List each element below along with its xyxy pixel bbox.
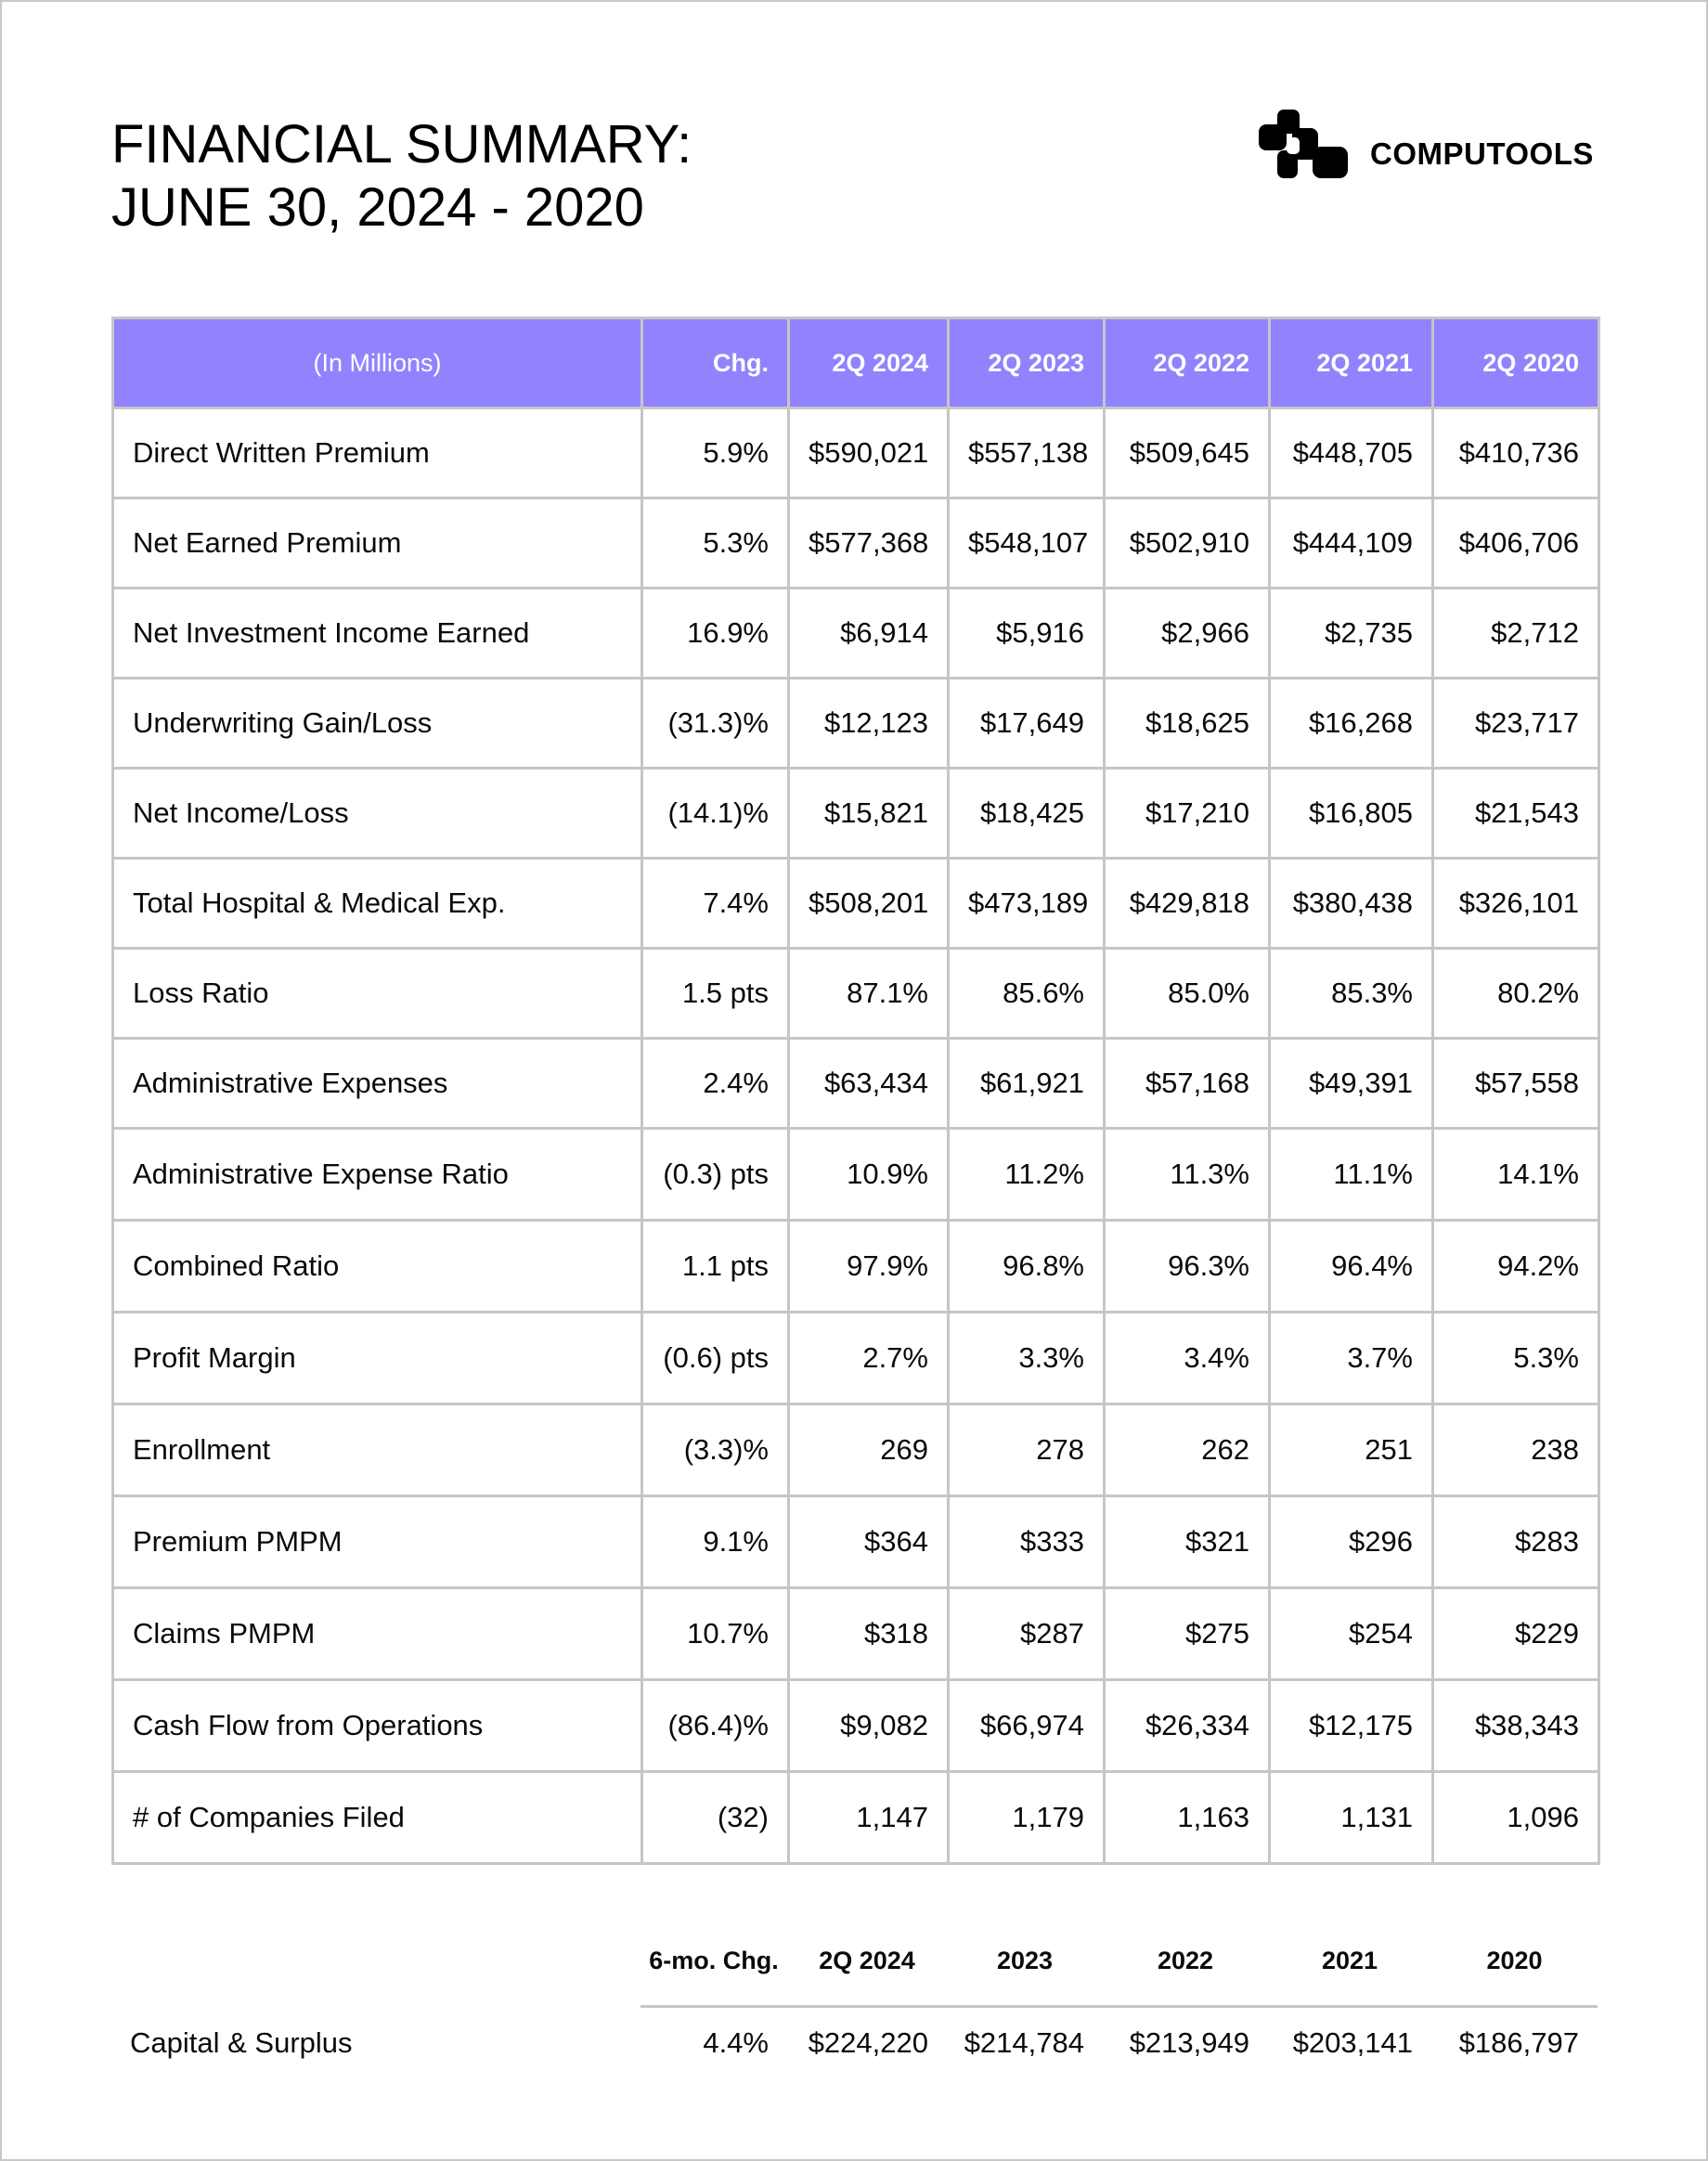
- capital-change: 4.4%: [703, 2026, 769, 2059]
- metric-label: Net Earned Premium: [113, 498, 642, 589]
- change-cell: 1.5 pts: [642, 949, 789, 1039]
- value-cell-2q2021: 96.4%: [1270, 1221, 1433, 1313]
- change-cell: (31.3)%: [642, 679, 789, 769]
- change-cell: (0.3) pts: [642, 1129, 789, 1221]
- table-row: [113, 1313, 1599, 1404]
- value-cell-2q2020: $406,706: [1433, 498, 1599, 589]
- value-cell-2q2024: 87.1%: [789, 949, 949, 1039]
- value-cell-2q2024: $15,821: [789, 769, 949, 859]
- value-cell-2q2020: 80.2%: [1433, 949, 1599, 1039]
- value-cell-2q2021: $444,109: [1270, 498, 1433, 589]
- column-header-2q2021: 2Q 2021: [1270, 318, 1433, 408]
- value-cell-2q2021: 11.1%: [1270, 1129, 1433, 1221]
- page-title: [111, 113, 692, 239]
- metric-label: Total Hospital & Medical Exp.: [113, 859, 642, 949]
- change-cell: 1.1 pts: [642, 1221, 789, 1313]
- capital-value-2022: $213,949: [1129, 2026, 1249, 2059]
- value-cell-2q2020: $410,736: [1433, 408, 1599, 498]
- table-row: [113, 1496, 1599, 1588]
- value-cell-2q2022: $2,966: [1105, 589, 1270, 679]
- column-header-2q2024: 2Q 2024: [789, 318, 949, 408]
- value-cell-2q2021: $296: [1270, 1496, 1433, 1588]
- value-cell-2q2023: 85.6%: [949, 949, 1105, 1039]
- value-cell-2q2023: 11.2%: [949, 1129, 1105, 1221]
- capital-value-2q2024: $224,220: [808, 2026, 928, 2059]
- change-cell: (32): [642, 1772, 789, 1864]
- brand-logo: [1259, 110, 1594, 178]
- value-cell-2q2021: $2,735: [1270, 589, 1433, 679]
- value-cell-2q2024: $9,082: [789, 1680, 949, 1772]
- value-cell-2q2022: 85.0%: [1105, 949, 1270, 1039]
- value-cell-2q2020: 14.1%: [1433, 1129, 1599, 1221]
- table-row: [113, 1680, 1599, 1772]
- table-row: [113, 949, 1599, 1039]
- financial-summary-table: [111, 317, 1600, 1865]
- metric-label: # of Companies Filed: [113, 1772, 642, 1864]
- value-cell-2q2022: $17,210: [1105, 769, 1270, 859]
- value-cell-2q2022: 3.4%: [1105, 1313, 1270, 1404]
- metric-label: Underwriting Gain/Loss: [113, 679, 642, 769]
- value-cell-2q2023: $5,916: [949, 589, 1105, 679]
- value-cell-2q2022: $321: [1105, 1496, 1270, 1588]
- table-row: [113, 679, 1599, 769]
- metric-label: Premium PMPM: [113, 1496, 642, 1588]
- table-row: [113, 769, 1599, 859]
- value-cell-2q2020: 94.2%: [1433, 1221, 1599, 1313]
- value-cell-2q2024: 2.7%: [789, 1313, 949, 1404]
- value-cell-2q2020: $57,558: [1433, 1039, 1599, 1129]
- capital-value-2021: $203,141: [1292, 2026, 1413, 2059]
- value-cell-2q2020: $229: [1433, 1588, 1599, 1680]
- metric-label: Profit Margin: [113, 1313, 642, 1404]
- title-line-1: FINANCIAL SUMMARY:: [111, 114, 692, 175]
- capital-metric-label: Capital & Surplus: [130, 2026, 353, 2059]
- capital-header-change: 6-mo. Chg.: [649, 1947, 779, 1974]
- table-row: [113, 408, 1599, 498]
- value-cell-2q2021: 251: [1270, 1404, 1433, 1496]
- metric-label: Claims PMPM: [113, 1588, 642, 1680]
- value-cell-2q2023: 278: [949, 1404, 1105, 1496]
- change-cell: (86.4)%: [642, 1680, 789, 1772]
- capital-header-2021: 2021: [1321, 1947, 1378, 1974]
- table-row: [113, 1772, 1599, 1864]
- change-cell: 9.1%: [642, 1496, 789, 1588]
- value-cell-2q2023: 3.3%: [949, 1313, 1105, 1404]
- column-header-2q2022: 2Q 2022: [1105, 318, 1270, 408]
- capital-value-2020: $186,797: [1458, 2026, 1579, 2059]
- column-header-units: (In Millions): [113, 318, 642, 408]
- metric-label: Cash Flow from Operations: [113, 1680, 642, 1772]
- value-cell-2q2023: $61,921: [949, 1039, 1105, 1129]
- value-cell-2q2021: $16,805: [1270, 769, 1433, 859]
- computools-logo-icon: [1259, 110, 1348, 178]
- value-cell-2q2022: 11.3%: [1105, 1129, 1270, 1221]
- change-cell: 16.9%: [642, 589, 789, 679]
- metric-label: Net Income/Loss: [113, 769, 642, 859]
- column-header-2q2020: 2Q 2020: [1433, 318, 1599, 408]
- value-cell-2q2023: $66,974: [949, 1680, 1105, 1772]
- value-cell-2q2024: 97.9%: [789, 1221, 949, 1313]
- change-cell: (14.1)%: [642, 769, 789, 859]
- value-cell-2q2021: 3.7%: [1270, 1313, 1433, 1404]
- change-cell: 5.3%: [642, 498, 789, 589]
- value-cell-2q2022: $18,625: [1105, 679, 1270, 769]
- value-cell-2q2021: $380,438: [1270, 859, 1433, 949]
- title-line-2: JUNE 30, 2024 - 2020: [111, 177, 644, 238]
- value-cell-2q2024: $12,123: [789, 679, 949, 769]
- table-row: [113, 589, 1599, 679]
- table-row: [113, 498, 1599, 589]
- value-cell-2q2023: 1,179: [949, 1772, 1105, 1864]
- value-cell-2q2020: $21,543: [1433, 769, 1599, 859]
- capital-header-2022: 2022: [1157, 1947, 1214, 1974]
- value-cell-2q2024: $364: [789, 1496, 949, 1588]
- value-cell-2q2021: $49,391: [1270, 1039, 1433, 1129]
- value-cell-2q2021: $448,705: [1270, 408, 1433, 498]
- column-header-change: Chg.: [642, 318, 789, 408]
- value-cell-2q2022: $429,818: [1105, 859, 1270, 949]
- capital-header-2023: 2023: [996, 1947, 1054, 1974]
- change-cell: (0.6) pts: [642, 1313, 789, 1404]
- column-header-2q2023: 2Q 2023: [949, 318, 1105, 408]
- change-cell: 2.4%: [642, 1039, 789, 1129]
- value-cell-2q2023: $17,649: [949, 679, 1105, 769]
- value-cell-2q2020: $283: [1433, 1496, 1599, 1588]
- value-cell-2q2022: $509,645: [1105, 408, 1270, 498]
- value-cell-2q2022: $57,168: [1105, 1039, 1270, 1129]
- value-cell-2q2021: $12,175: [1270, 1680, 1433, 1772]
- value-cell-2q2021: $254: [1270, 1588, 1433, 1680]
- change-cell: 5.9%: [642, 408, 789, 498]
- value-cell-2q2023: $548,107: [949, 498, 1105, 589]
- value-cell-2q2024: $590,021: [789, 408, 949, 498]
- value-cell-2q2023: $18,425: [949, 769, 1105, 859]
- capital-value-2023: $214,784: [964, 2026, 1084, 2059]
- table-row: [113, 859, 1599, 949]
- value-cell-2q2020: 238: [1433, 1404, 1599, 1496]
- value-cell-2q2023: $473,189: [949, 859, 1105, 949]
- capital-header-row: [640, 1935, 1598, 2008]
- value-cell-2q2022: $26,334: [1105, 1680, 1270, 1772]
- capital-header-2q2024: 2Q 2024: [819, 1947, 915, 1974]
- value-cell-2q2023: 96.8%: [949, 1221, 1105, 1313]
- value-cell-2q2022: 96.3%: [1105, 1221, 1270, 1313]
- value-cell-2q2020: $2,712: [1433, 589, 1599, 679]
- value-cell-2q2024: $318: [789, 1588, 949, 1680]
- value-cell-2q2023: $557,138: [949, 408, 1105, 498]
- table-row: [113, 1404, 1599, 1496]
- metric-label: Combined Ratio: [113, 1221, 642, 1313]
- value-cell-2q2020: $326,101: [1433, 859, 1599, 949]
- value-cell-2q2020: $23,717: [1433, 679, 1599, 769]
- metric-label: Administrative Expense Ratio: [113, 1129, 642, 1221]
- change-cell: (3.3)%: [642, 1404, 789, 1496]
- metric-label: Administrative Expenses: [113, 1039, 642, 1129]
- table-header-row: [113, 318, 1599, 408]
- brand-name: COMPUTOOLS: [1370, 136, 1594, 171]
- value-cell-2q2024: $508,201: [789, 859, 949, 949]
- capital-surplus-row: [111, 2008, 1598, 2078]
- value-cell-2q2023: $287: [949, 1588, 1105, 1680]
- metric-label: Net Investment Income Earned: [113, 589, 642, 679]
- value-cell-2q2021: $16,268: [1270, 679, 1433, 769]
- value-cell-2q2024: $577,368: [789, 498, 949, 589]
- table-row: [113, 1129, 1599, 1221]
- value-cell-2q2024: 1,147: [789, 1772, 949, 1864]
- metric-label: Direct Written Premium: [113, 408, 642, 498]
- value-cell-2q2024: 10.9%: [789, 1129, 949, 1221]
- value-cell-2q2022: 262: [1105, 1404, 1270, 1496]
- value-cell-2q2022: $502,910: [1105, 498, 1270, 589]
- value-cell-2q2020: 5.3%: [1433, 1313, 1599, 1404]
- change-cell: 10.7%: [642, 1588, 789, 1680]
- value-cell-2q2021: 1,131: [1270, 1772, 1433, 1864]
- value-cell-2q2024: $6,914: [789, 589, 949, 679]
- table-body: [113, 408, 1599, 1864]
- table-row: [113, 1588, 1599, 1680]
- metric-label: Enrollment: [113, 1404, 642, 1496]
- table-row: [113, 1221, 1599, 1313]
- value-cell-2q2020: 1,096: [1433, 1772, 1599, 1864]
- value-cell-2q2020: $38,343: [1433, 1680, 1599, 1772]
- change-cell: 7.4%: [642, 859, 789, 949]
- table-row: [113, 1039, 1599, 1129]
- value-cell-2q2023: $333: [949, 1496, 1105, 1588]
- value-cell-2q2022: 1,163: [1105, 1772, 1270, 1864]
- capital-header-2020: 2020: [1486, 1947, 1543, 1974]
- value-cell-2q2022: $275: [1105, 1588, 1270, 1680]
- value-cell-2q2024: 269: [789, 1404, 949, 1496]
- metric-label: Loss Ratio: [113, 949, 642, 1039]
- value-cell-2q2024: $63,434: [789, 1039, 949, 1129]
- value-cell-2q2021: 85.3%: [1270, 949, 1433, 1039]
